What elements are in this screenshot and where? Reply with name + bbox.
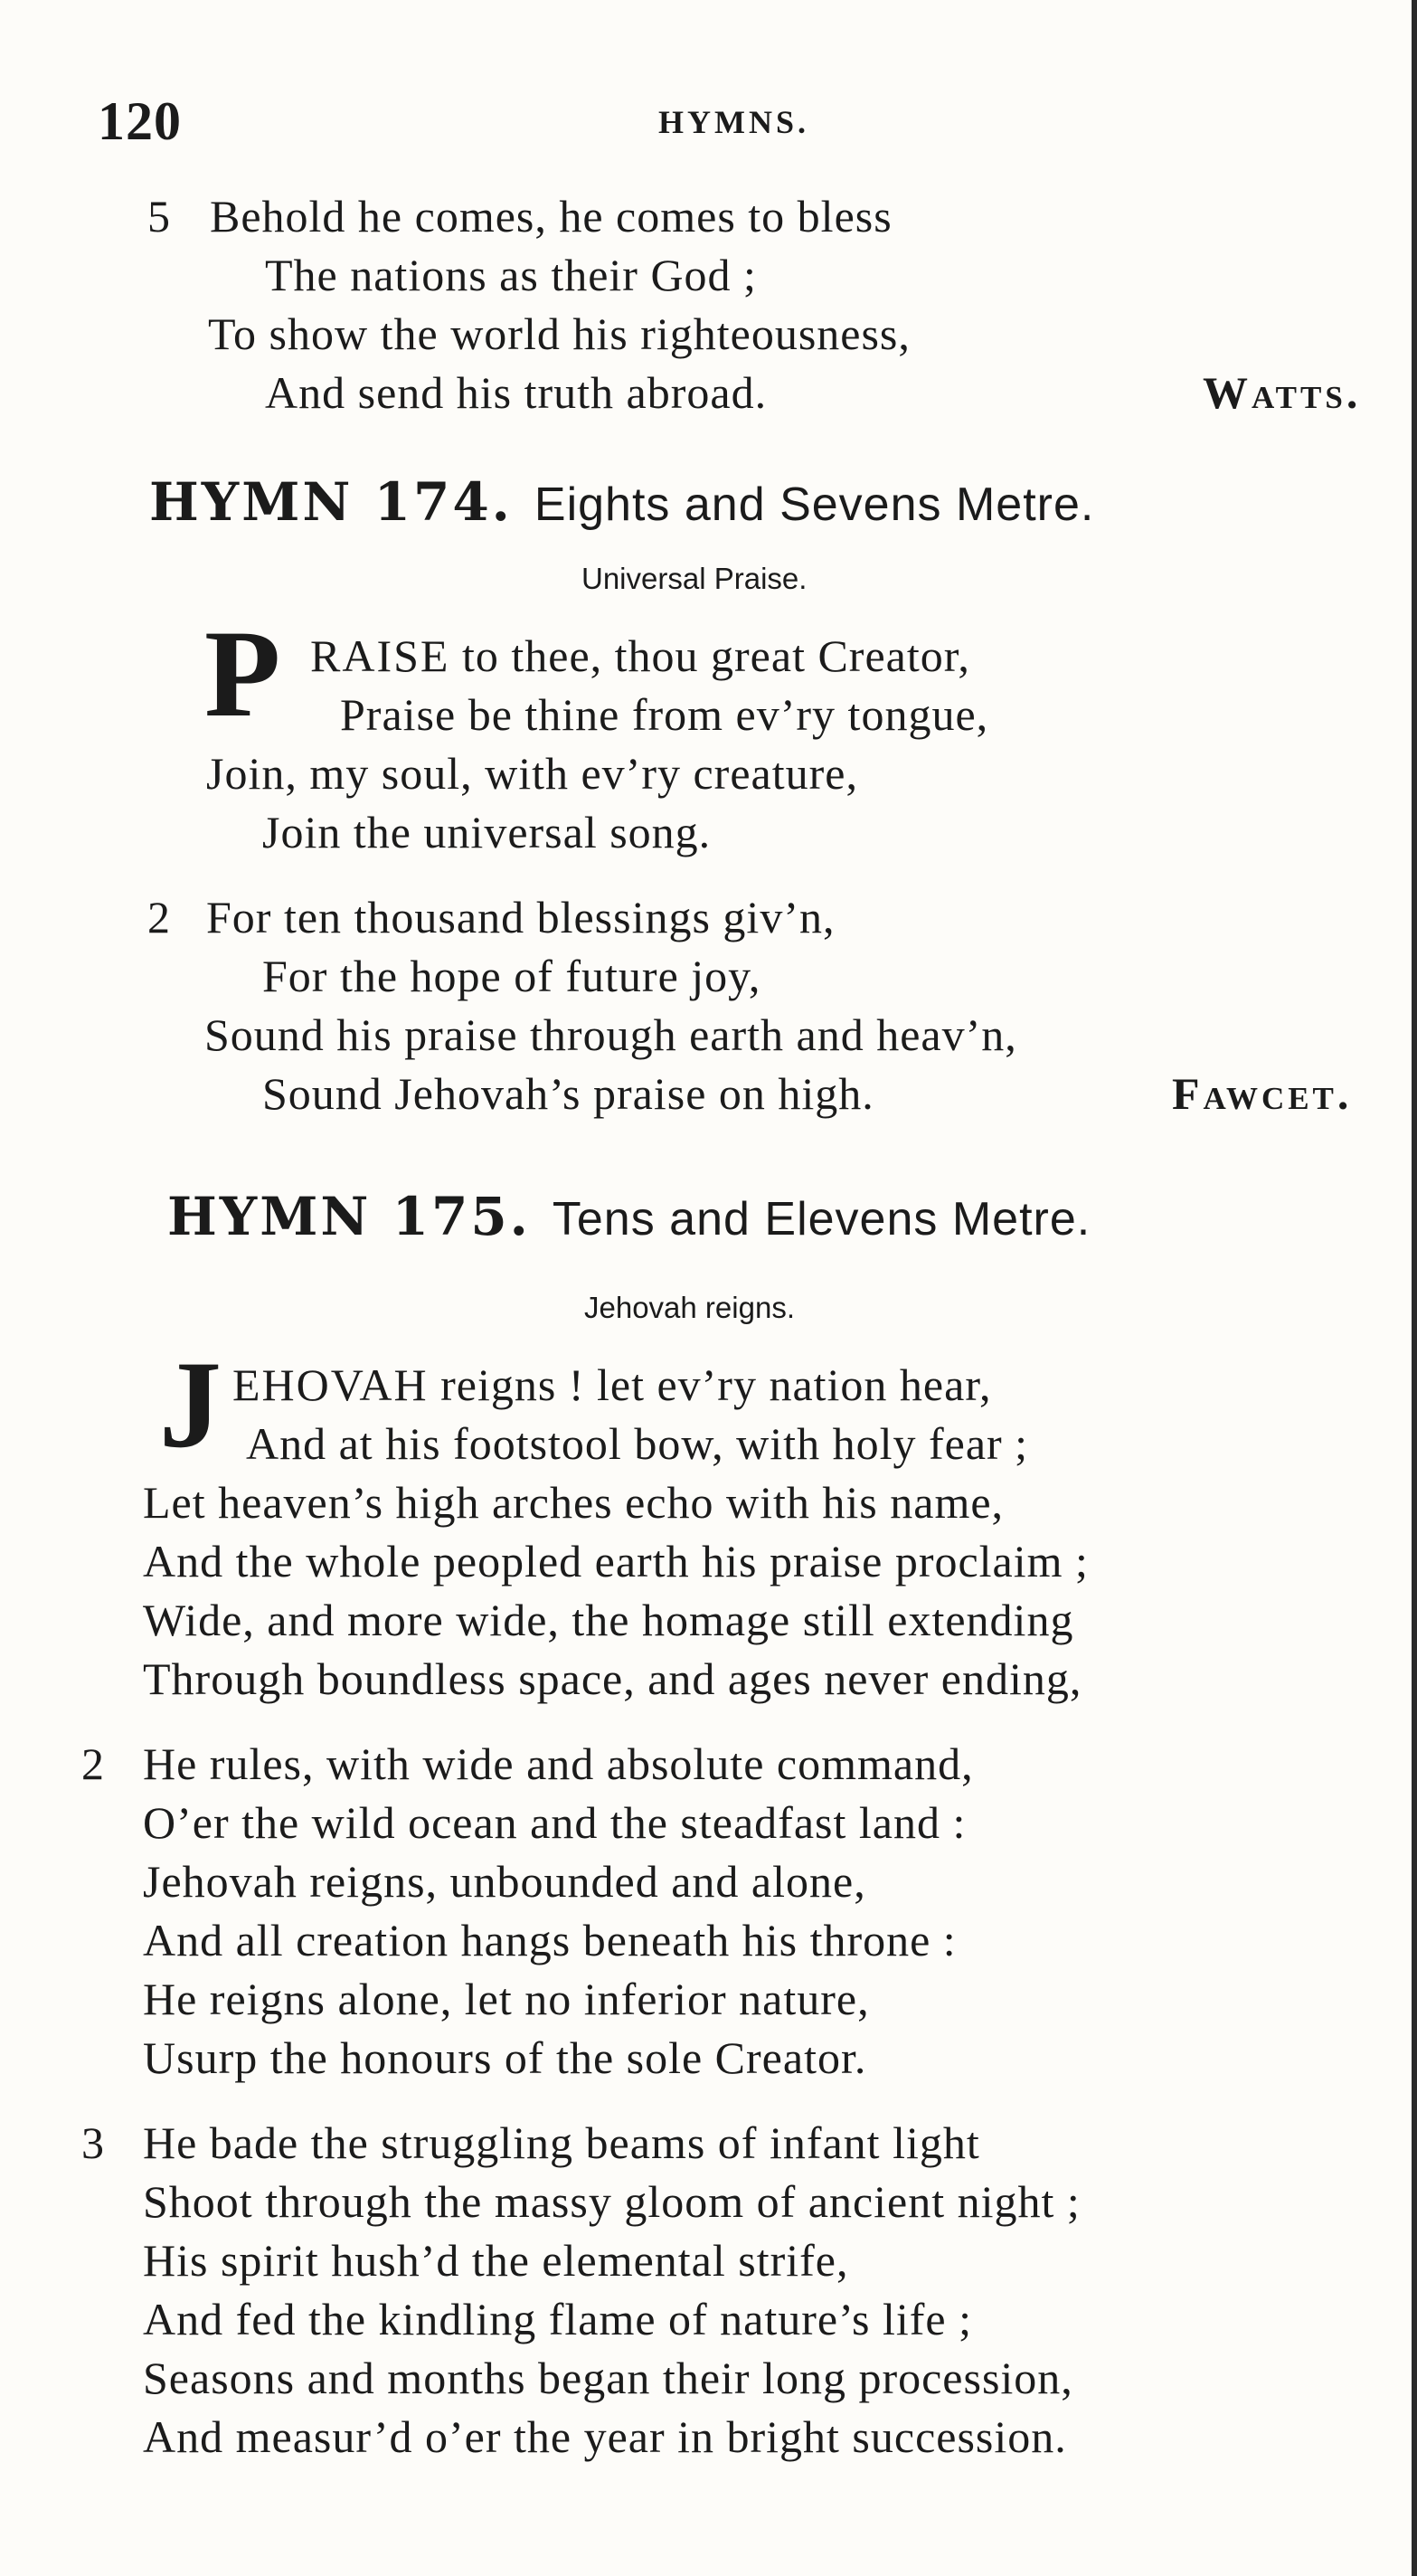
verse-line: Join the universal song. (262, 807, 712, 857)
verse-line: O’er the wild ocean and the steadfast land : (143, 1797, 967, 1848)
verse-line: Let heaven’s high arches echo with his name, (143, 1477, 1005, 1528)
verse-line: And measur’d o’er the year in bright succession. (143, 2411, 1067, 2462)
author-attribution: Fawcet. (1172, 1068, 1353, 1119)
verse-line: And at his footstool bow, with holy fear ; (246, 1418, 1029, 1469)
hymn-subtitle: Universal Praise. (581, 562, 808, 595)
verse-line: He reigns alone, let no inferior nature, (143, 1974, 870, 2024)
hymn-heading (149, 470, 1094, 548)
author-attribution: Watts. (1203, 367, 1362, 418)
verse-line: And send his truth abroad. (265, 367, 768, 418)
verse-line: His spirit hush’d the elemental strife, (143, 2235, 849, 2286)
verse-line: Join, my soul, with ev’ry creature, (206, 748, 858, 799)
verse-line: Behold he comes, he comes to bless (210, 191, 893, 242)
verse-line (232, 1356, 991, 1414)
verse-line: Through boundless space, and ages never ending, (143, 1653, 1082, 1704)
running-head: HYMNS. (658, 104, 809, 140)
verse-number: 3 (81, 2117, 104, 2168)
drop-cap: J (159, 1335, 222, 1473)
drop-cap: P (204, 604, 281, 743)
page-edge (1412, 0, 1417, 2576)
verse-line (310, 627, 970, 685)
verse-line: And the whole peopled earth his praise proclaim ; (143, 1536, 1089, 1586)
first-word: EHOVAH (232, 1359, 429, 1410)
verse-number: 2 (81, 1738, 104, 1789)
page-header (0, 90, 1393, 154)
verse-line: Jehovah reigns, unbounded and alone, (143, 1856, 866, 1907)
verse-line: Wide, and more wide, the homage still extending (143, 1595, 1074, 1645)
verse-line: Sound his praise through earth and heav’n, (204, 1009, 1017, 1060)
hymn-metre: Tens and Elevens Metre. (552, 1193, 1091, 1245)
verse-line: Praise be thine from ev’ry tongue, (340, 689, 989, 740)
verse-line: Shoot through the massy gloom of ancient night ; (143, 2176, 1081, 2227)
verse-number: 5 (147, 191, 170, 242)
hymn-metre: Eights and Sevens Metre. (534, 478, 1095, 531)
first-line-rest: to thee, thou great Creator, (461, 630, 970, 681)
verse-line: He bade the struggling beams of infant light (143, 2117, 980, 2168)
hymn-heading (167, 1185, 1091, 1263)
first-word: RAISE (310, 630, 450, 681)
verse-line: The nations as their God ; (265, 250, 757, 300)
hymn-number: HYMN 175. (167, 1186, 531, 1247)
page-number: 120 (98, 91, 182, 151)
hymn-number: HYMN 174. (149, 471, 513, 533)
verse-number: 2 (147, 892, 170, 942)
verse-line: Usurp the honours of the sole Creator. (143, 2032, 867, 2083)
verse-line: To show the world his righteousness, (208, 308, 911, 359)
verse-line: For the hope of future joy, (262, 951, 761, 1001)
verse-line: And fed the kindling flame of nature’s life ; (143, 2294, 972, 2344)
verse-line: Sound Jehovah’s praise on high. (262, 1068, 874, 1119)
verse-line: He rules, with wide and absolute command, (143, 1738, 974, 1789)
verse-line: And all creation hangs beneath his throne : (143, 1915, 957, 1965)
verse-line: Seasons and months began their long procession, (143, 2353, 1073, 2403)
hymn-subtitle: Jehovah reigns. (584, 1291, 795, 1324)
verse-line: For ten thousand blessings giv’n, (206, 892, 836, 942)
first-line-rest: reigns ! let ev’ry nation hear, (440, 1359, 992, 1410)
